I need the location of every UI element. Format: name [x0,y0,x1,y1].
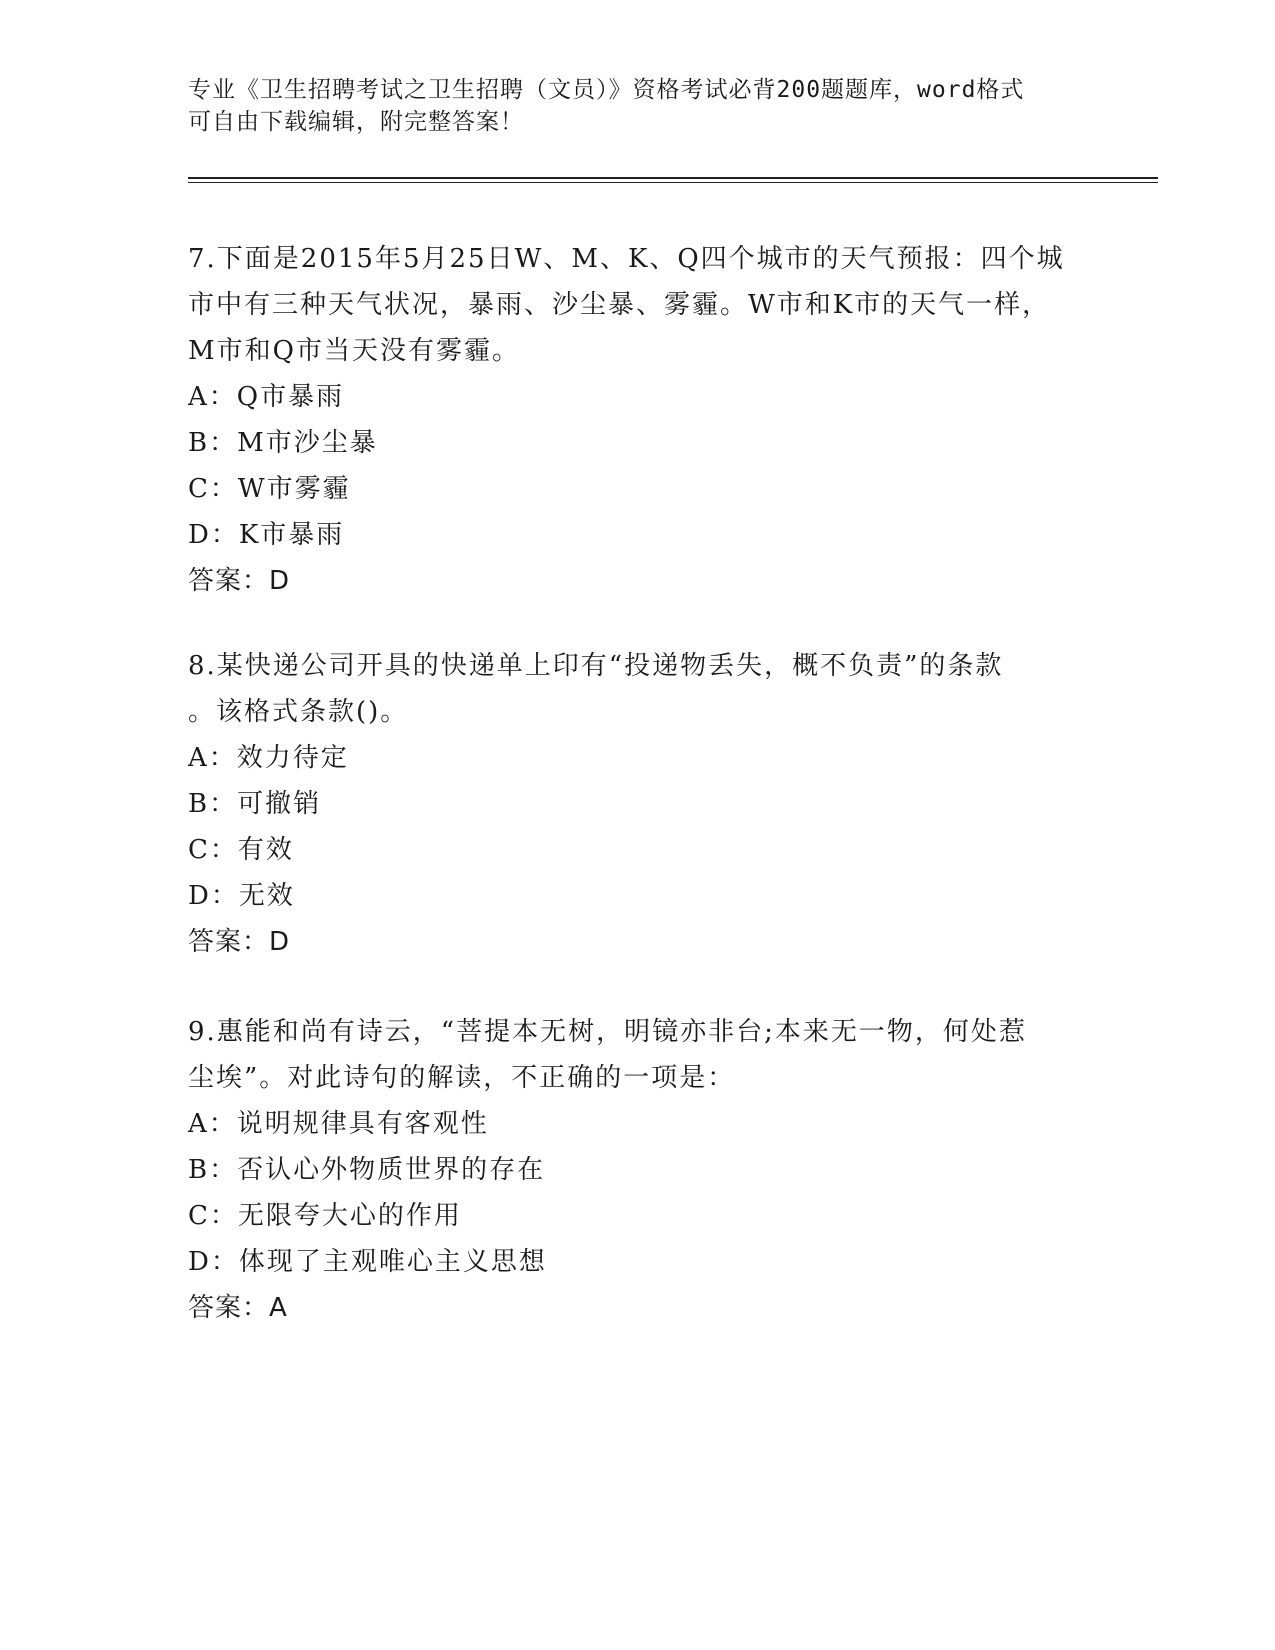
option-c: C：有效 [188,835,294,865]
question-text-line: 9.惠能和尚有诗云，“菩提本无树，明镜亦非台;本来无一物，何处惹 [188,1017,1027,1047]
option-d: D：K市暴雨 [188,520,345,550]
question-text-line: M市和Q市当天没有雾霾。 [188,336,520,366]
answer: 答案：D [188,566,291,596]
header-line-1: 专业《卫生招聘考试之卫生招聘（文员）》资格考试必背200题题库，word格式 [188,77,1025,103]
answer: 答案：A [188,1293,288,1323]
document-header [188,74,1088,138]
header-divider-thin [188,182,1158,183]
question-text-line: 8.某快递公司开具的快递单上印有“投递物丢失，概不负责”的条款 [188,651,1004,681]
header-line-2: 可自由下载编辑，附完整答案！ [188,109,524,135]
question-9 [188,1009,1088,1331]
option-d: D：体现了主观唯心主义思想 [188,1247,547,1277]
question-text-line: 尘埃”。对此诗句的解读，不正确的一项是： [188,1063,736,1093]
question-text-line: 市中有三种天气状况，暴雨、沙尘暴、雾霾。W市和K市的天气一样， [188,290,1051,320]
option-a: A：说明规律具有客观性 [188,1109,489,1139]
option-d: D：无效 [188,881,295,911]
question-8 [188,643,1088,965]
option-c: C：W市雾霾 [188,474,351,504]
option-c: C：无限夸大心的作用 [188,1201,462,1231]
option-b: B：M市沙尘暴 [188,428,378,458]
answer: 答案：D [188,927,291,957]
header-divider-thick [188,177,1158,179]
option-b: B：否认心外物质世界的存在 [188,1155,546,1185]
question-text-line: 。该格式条款()。 [188,697,409,727]
option-a: A：效力待定 [188,743,349,773]
question-7 [188,236,1088,604]
question-text-line: 7.下面是2015年5月25日W、M、K、Q四个城市的天气预报：四个城 [188,244,1065,274]
option-b: B：可撤销 [188,789,322,819]
option-a: A：Q市暴雨 [188,382,345,412]
